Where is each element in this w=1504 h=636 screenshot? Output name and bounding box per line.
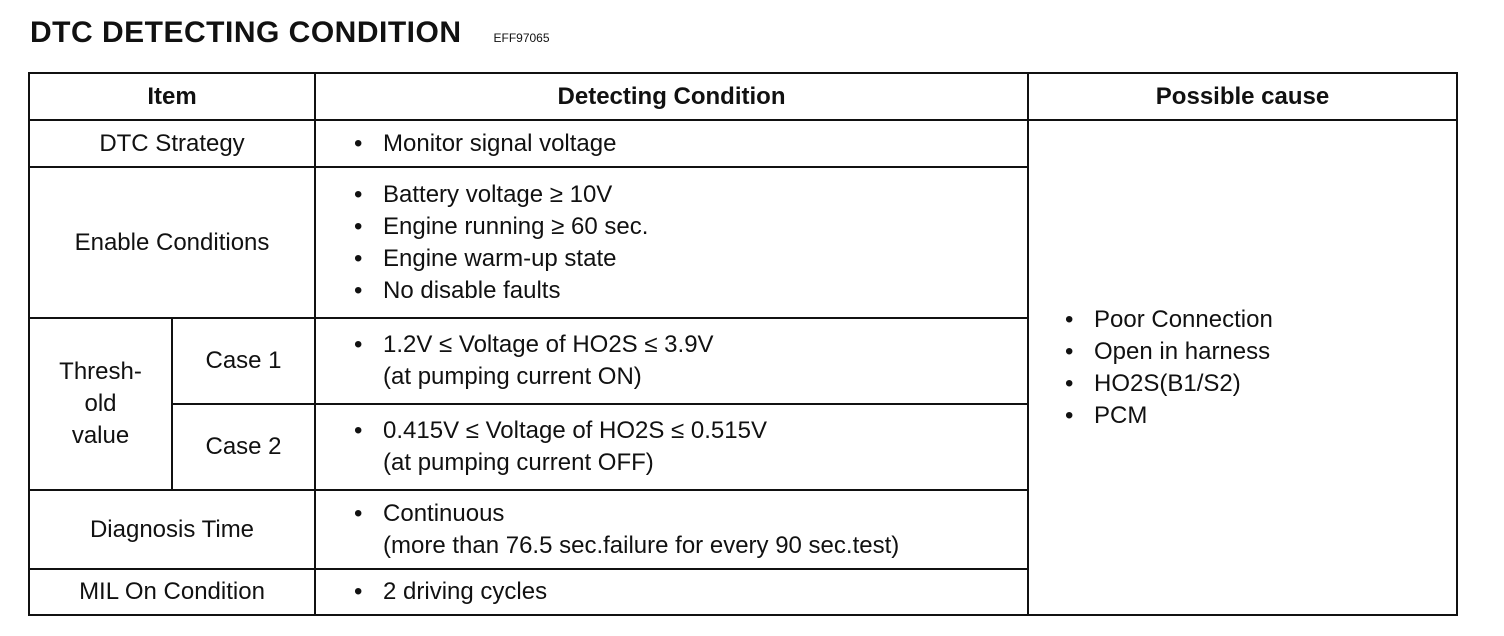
cause-item: • Poor Connection: [1065, 304, 1456, 336]
item-diagnosis-time: Diagnosis Time: [29, 490, 315, 569]
header-possible-cause: Possible cause: [1028, 73, 1457, 120]
item-dtc-strategy: DTC Strategy: [29, 120, 315, 167]
row-dtc-strategy: [29, 120, 1457, 167]
threshold-label-line: value: [71, 422, 130, 449]
list-item: • Battery voltage ≥ 10V: [354, 179, 1027, 211]
header-detecting-condition: Detecting Condition: [315, 73, 1028, 120]
condition-case-1: [315, 318, 1028, 404]
condition-dtc-strategy: [315, 120, 1028, 167]
condition-diagnosis-time: [315, 490, 1028, 569]
condition-case-2: [315, 404, 1028, 490]
condition-note: (at pumping current OFF): [383, 449, 654, 476]
condition-enable-conditions: [315, 167, 1028, 318]
list-item: • No disable faults: [354, 275, 1027, 307]
header-item: Item: [29, 73, 315, 120]
list-item: [354, 415, 1027, 479]
cause-item: • HO2S(B1/S2): [1065, 368, 1456, 400]
list-item: • 2 driving cycles: [354, 576, 1027, 608]
list-item: • Monitor signal voltage: [354, 128, 1027, 160]
condition-mil-on-condition: [315, 569, 1028, 615]
dtc-table: [28, 72, 1458, 616]
condition-note: (at pumping current ON): [383, 363, 642, 390]
table-header-row: [29, 73, 1457, 120]
item-case-2: Case 2: [172, 404, 315, 490]
item-case-1: Case 1: [172, 318, 315, 404]
item-threshold-value: [29, 318, 172, 490]
cause-item: • Open in harness: [1065, 336, 1456, 368]
condition-text: • 0.415V ≤ Voltage of HO2S ≤ 0.515V: [383, 417, 767, 444]
header: [30, 8, 550, 48]
condition-text: • Continuous: [383, 499, 505, 527]
list-item: • Engine running ≥ 60 sec.: [354, 211, 1027, 243]
page-title: DTC DETECTING CONDITION: [30, 16, 462, 49]
threshold-label-line: Thresh-: [59, 358, 142, 385]
condition-text: • 1.2V ≤ Voltage of HO2S ≤ 3.9V: [383, 331, 714, 358]
threshold-label-line: old: [84, 390, 117, 417]
possible-cause-cell: [1028, 120, 1457, 615]
list-item: [354, 329, 1027, 393]
list-item: [354, 498, 1027, 562]
item-enable-conditions: Enable Conditions: [29, 167, 315, 318]
cause-item: • PCM: [1065, 400, 1456, 432]
document-code: EFF97065: [493, 31, 550, 45]
condition-note: (more than 76.5 sec.failure for every 90 sec.test): [383, 531, 900, 559]
item-mil-on-condition: MIL On Condition: [29, 569, 315, 615]
list-item: • Engine warm-up state: [354, 243, 1027, 275]
